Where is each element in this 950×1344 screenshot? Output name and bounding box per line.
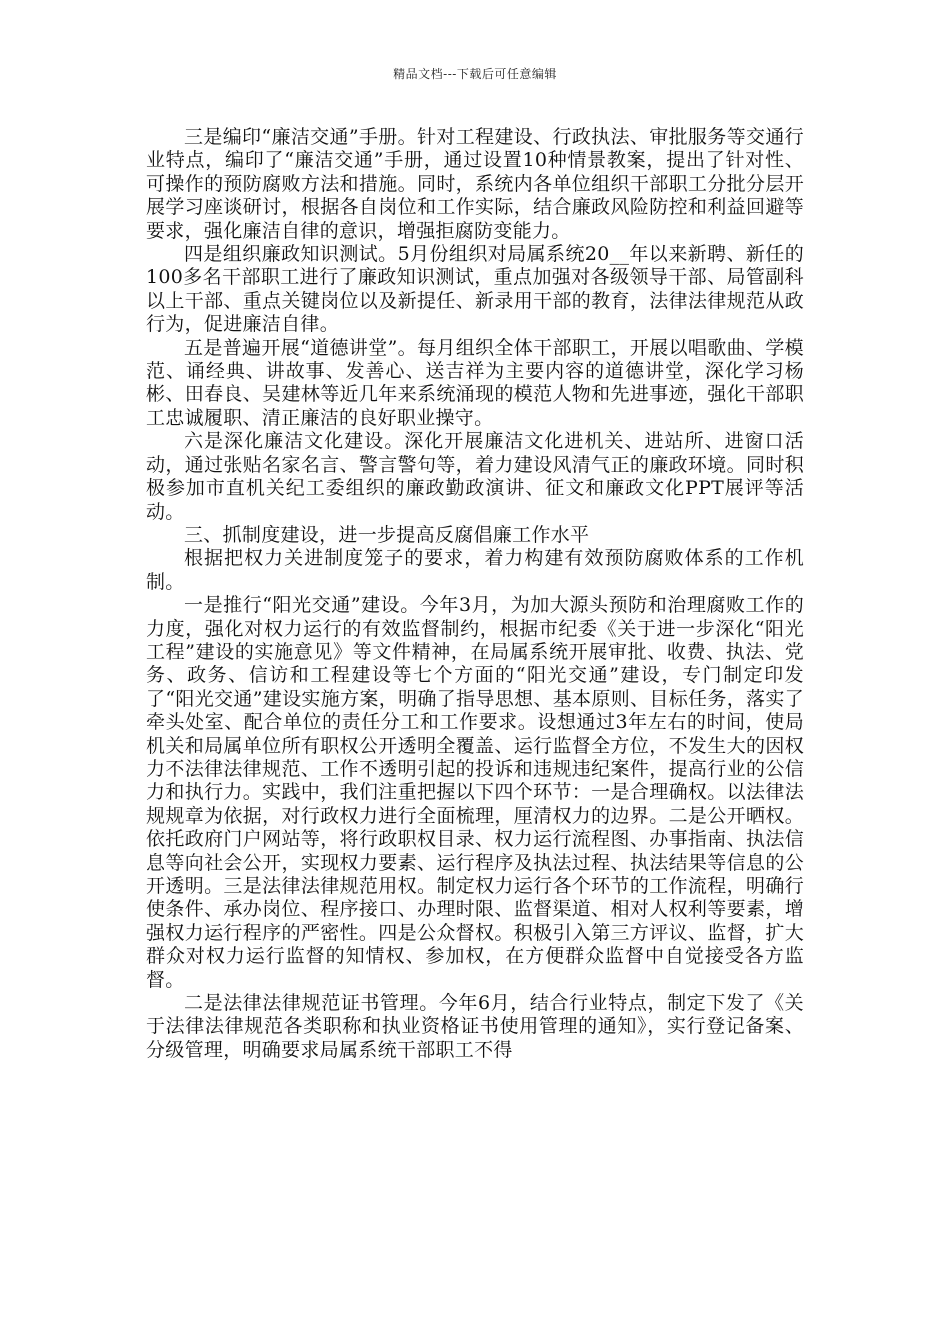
- paragraph-knowledge-test: 四是组织廉政知识测试。5月份组织对局属系统20__年以来新聘、新任的100多名干部职工进行了廉政知识测试，重点加强对各级领导干部、局管副科以上干部、重点关键岗位以及新提任、新录用干部的教育，法律法律规范从政行为，促进廉洁自律。: [146, 243, 804, 336]
- document-body: [146, 126, 804, 1062]
- paragraph-handbook: 三是编印“廉洁交通”手册。针对工程建设、行政执法、审批服务等交通行业特点，编印了“廉洁交通”手册，通过设置10种情景教案，提出了针对性、可操作的预防腐败方法和措施。同时，系统内各单位组织干部职工分批分层开展学习座谈研讨，根据各自岗位和工作实际，结合廉政风险防控和利益回避等要求，强化廉洁自律的意识，增强拒腐防变能力。: [146, 126, 804, 242]
- paragraph-moral-lecture: 五是普遍开展“道德讲堂”。每月组织全体干部职工，开展以唱歌曲、学模范、诵经典、讲故事、发善心、送吉祥为主要内容的道德讲堂，深化学习杨彬、田春良、吴建林等近几年来系统涌现的模范人物和先进事迹，强化干部职工忠诚履职、清正廉洁的良好职业操守。: [146, 336, 804, 429]
- page-header: 精品文档---下载后可任意编辑: [393, 67, 557, 81]
- paragraph-section-intro: 根据把权力关进制度笼子的要求，着力构建有效预防腐败体系的工作机制。: [146, 547, 804, 593]
- paragraph-certificate-management: 二是法律法律规范证书管理。今年6月，结合行业特点，制定下发了《关于法律法律规范各类职称和执业资格证书使用管理的通知》，实行登记备案、分级管理，明确要求局属系统干部职工不得: [146, 992, 804, 1061]
- paragraph-sunshine-transport: 一是推行“阳光交通”建设。今年3月，为加大源头预防和治理腐败工作的力度，强化对权力运行的有效监督制约，根据市纪委《关于进一步深化“阳光工程”建设的实施意见》等文件精神，在局属系统开展审批、收费、执法、党务、政务、信访和工程建设等七个方面的“阳光交通”建设，专门制定印发了“阳光交通”建设实施方案，明确了指导思想、基本原则、目标任务，落实了牵头处室、配合单位的责任分工和工作要求。设想通过3年左右的时间，使局机关和局属单位所有职权公开透明全覆盖、运行监督全方位，不发生大的因权力不法律法律规范、工作不透明引起的投诉和违规违纪案件，提高行业的公信力和执行力。实践中，我们注重把握以下四个环节：一是合理确权。以法律法规规章为依据，对行政权力进行全面梳理，厘清权力的边界。二是公开晒权。依托政府门户网站等，将行政职权目录、权力运行流程图、办事指南、执法信息等向社会公开，实现权力要素、运行程序及执法过程、执法结果等信息的公开透明。三是法律法律规范用权。制定权力运行各个环节的工作流程，明确行使条件、承办岗位、程序接口、办理时限、监督渠道、相对人权利等要素，增强权力运行程序的严密性。四是公众督权。积极引入第三方评议、监督，扩大群众对权力运行监督的知情权、参加权，在方便群众监督中自觉接受各方监督。: [146, 594, 804, 991]
- section-heading-system-building: 三、抓制度建设，进一步提高反腐倡廉工作水平: [184, 523, 590, 546]
- paragraph-clean-culture: 六是深化廉洁文化建设。深化开展廉洁文化进机关、进站所、进窗口活动，通过张贴名家名言、警言警句等，着力建设风清气正的廉政环境。同时积极参加市直机关纪工委组织的廉政勤政演讲、征文和廉政文化PPT展评等活动。: [146, 430, 804, 523]
